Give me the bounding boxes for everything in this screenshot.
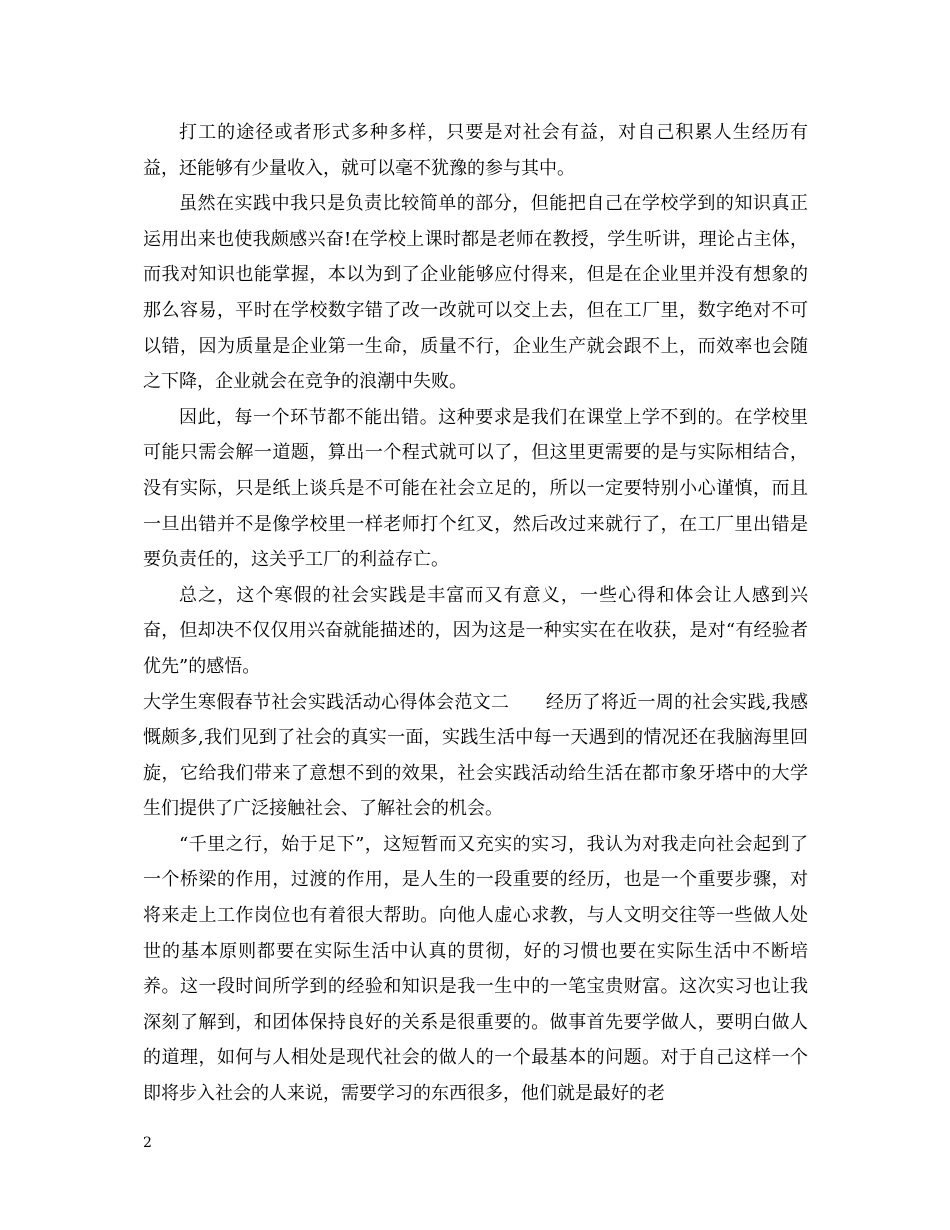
paragraph-1: 打工的途径或者形式多种多样，只要是对社会有益，对自己积累人生经历有益，还能够有少量收入，就可以毫不犹豫的参与其中。 (143, 122, 808, 179)
paragraph-4: 总之，这个寒假的社会实践是丰富而又有意义，一些心得和体会让人感到兴奋，但却决不仅仅用兴奋就能描述的，因为这是一种实实在在收获，是对“有经验者优先”的感悟。 (143, 584, 808, 677)
paragraph-2: 虽然在实践中我只是负责比较简单的部分，但能把自己在学校学到的知识真正运用出来也使我颇感兴奋!在学校上课时都是老师在教授，学生听讲，理论占主体，而我对知识也能掌握，本以为到了企业能够应付得来，但是在企业里并没有想象的那么容易，平时在学校数字错了改一改就可以交上去，但在工厂里，数字绝对不可以错，因为质量是企业第一生命，质量不行，企业生产就会跟不上，而效率也会随之下降，企业就会在竞争的浪潮中失败。 (143, 193, 808, 393)
page-number: 2 (143, 1135, 152, 1151)
paragraph-3: 因此，每一个环节都不能出错。这种要求是我们在课堂上学不到的。在学校里可能只需会解一道题，算出一个程式就可以了，但这里更需要的是与实际相结合，没有实际，只是纸上谈兵是不可能在社会立足的，所以一定要特别小心谨慎，而且一旦出错并不是像学校里一样老师打个红叉，然后改过来就行了，在工厂里出错是要负责任的，这关乎工厂的利益存亡。 (143, 406, 808, 571)
paragraph-5-heading-and-text: 大学生寒假春节社会实践活动心得体会范文二 经历了将近一周的社会实践,我感慨颇多,我们见到了社会的真实一面，实践生活中每一天遇到的情况还在我脑海里回旋，它给我们带来了意想不到的效果，社会实践活动给生活在都市象牙塔中的大学生们提供了广泛接触社会、了解社会的机会。 (143, 691, 808, 820)
paragraph-6: “千里之行，始于足下”，这短暂而又充实的实习，我认为对我走向社会起到了一个桥梁的作用，过渡的作用，是人生的一段重要的经历，也是一个重要步骤，对将来走上工作岗位也有着很大帮助。向他人虚心求教，与人文明交往等一些做人处世的基本原则都要在实际生活中认真的贯彻，好的习惯也要在实际生活中不断培养。这一段时间所学到的经验和知识是我一生中的一笔宝贵财富。这次实习也让我深刻了解到，和团体保持良好的关系是很重要的。做事首先要学做人，要明白做人的道理，如何与人相处是现代社会的做人的一个最基本的问题。对于自己这样一个即将步入社会的人来说，需要学习的东西很多，他们就是最好的老 (143, 833, 808, 1105)
body-text (143, 115, 808, 1112)
